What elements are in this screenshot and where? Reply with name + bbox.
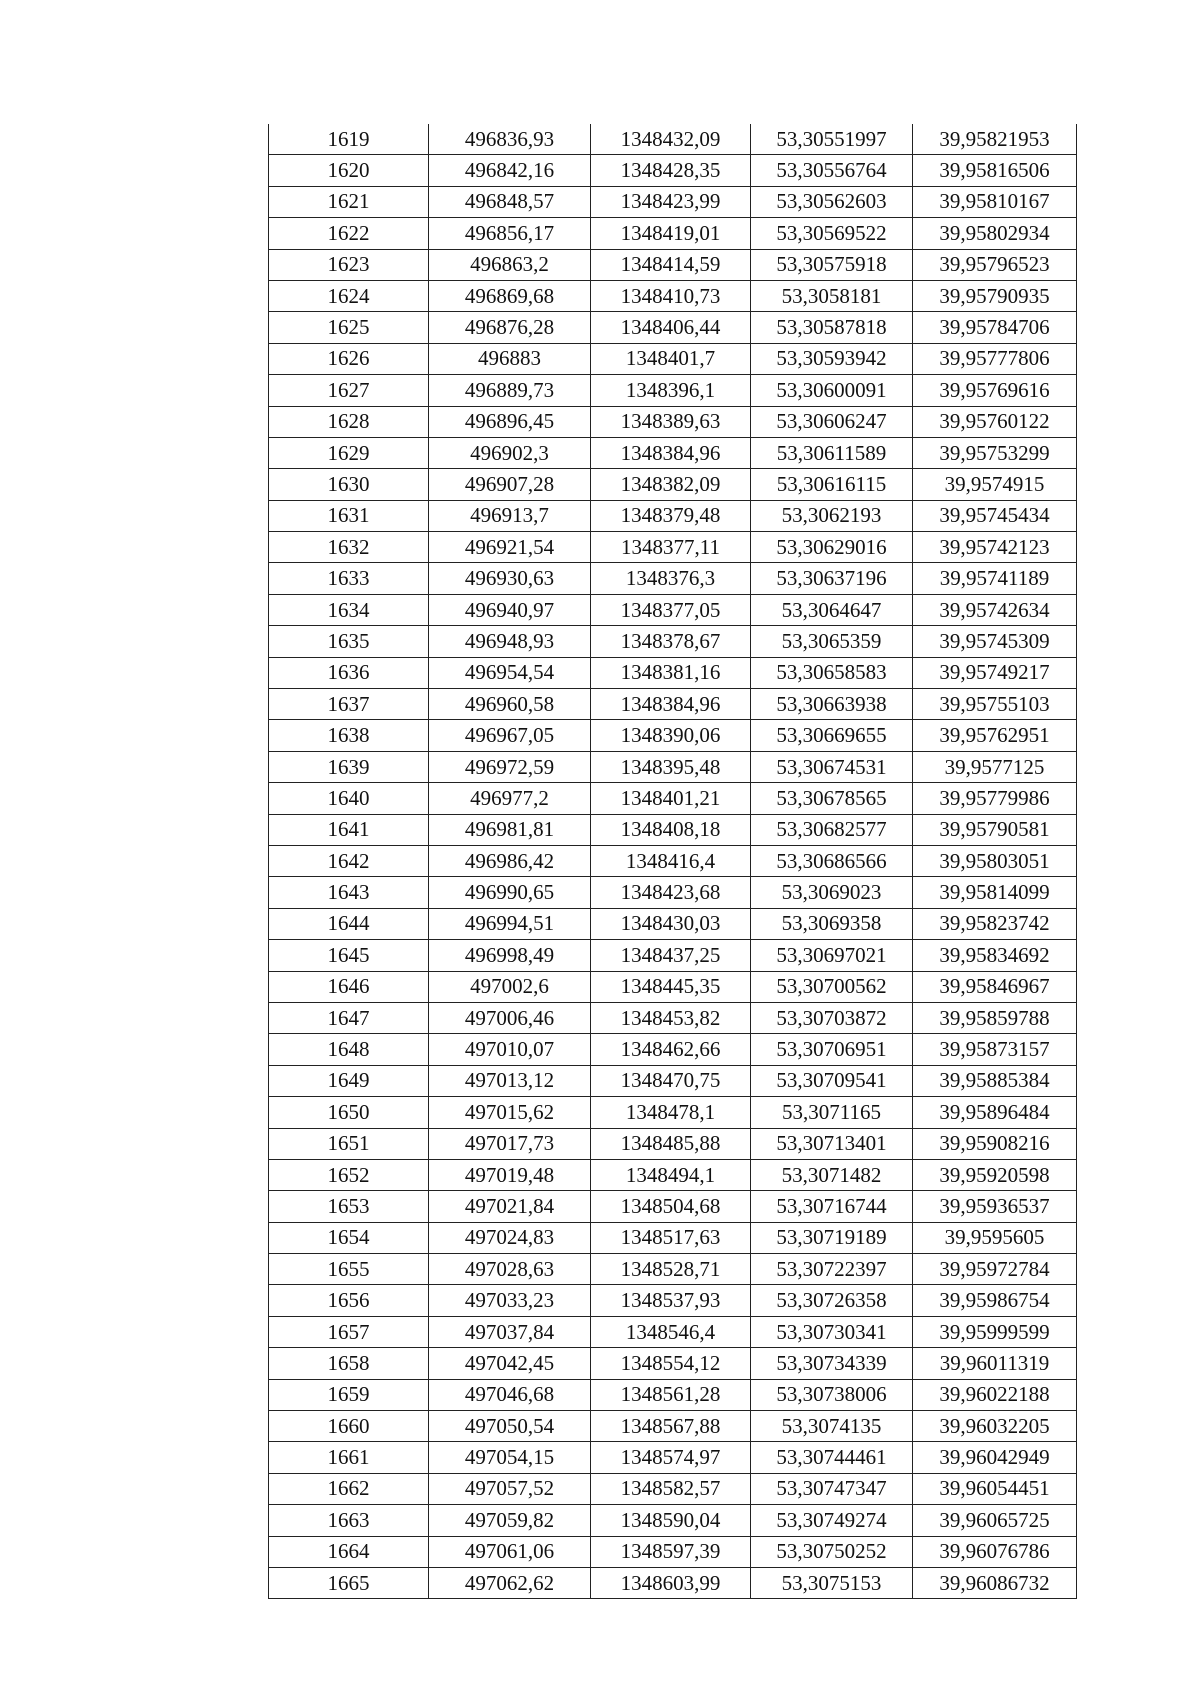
point-number-cell: 1637 [269,689,429,720]
longitude-cell: 39,96076786 [913,1536,1077,1567]
table-row [269,751,1077,782]
latitude-cell: 53,3058181 [751,280,913,311]
x-coordinate-cell: 497042,45 [429,1348,591,1379]
latitude-cell: 53,30719189 [751,1222,913,1253]
table-row [269,406,1077,437]
y-coordinate-cell: 1348478,1 [591,1097,751,1128]
table-row [269,1034,1077,1065]
y-coordinate-cell: 1348384,96 [591,689,751,720]
latitude-cell: 53,3075153 [751,1567,913,1598]
longitude-cell: 39,96054451 [913,1473,1077,1504]
latitude-cell: 53,30562603 [751,186,913,217]
latitude-cell: 53,30637196 [751,563,913,594]
latitude-cell: 53,30726358 [751,1285,913,1316]
longitude-cell: 39,95762951 [913,720,1077,751]
y-coordinate-cell: 1348406,44 [591,312,751,343]
x-coordinate-cell: 496913,7 [429,500,591,531]
longitude-cell: 39,95784706 [913,312,1077,343]
longitude-cell: 39,96086732 [913,1567,1077,1598]
y-coordinate-cell: 1348428,35 [591,155,751,186]
y-coordinate-cell: 1348377,05 [591,594,751,625]
point-number-cell: 1625 [269,312,429,343]
latitude-cell: 53,3065359 [751,626,913,657]
latitude-cell: 53,30556764 [751,155,913,186]
x-coordinate-cell: 497061,06 [429,1536,591,1567]
y-coordinate-cell: 1348574,97 [591,1442,751,1473]
latitude-cell: 53,30629016 [751,532,913,563]
latitude-cell: 53,30716744 [751,1191,913,1222]
latitude-cell: 53,30593942 [751,343,913,374]
table-row [269,689,1077,720]
point-number-cell: 1662 [269,1473,429,1504]
point-number-cell: 1632 [269,532,429,563]
point-number-cell: 1621 [269,186,429,217]
latitude-cell: 53,3074135 [751,1411,913,1442]
point-number-cell: 1650 [269,1097,429,1128]
point-number-cell: 1659 [269,1379,429,1410]
y-coordinate-cell: 1348401,7 [591,343,751,374]
latitude-cell: 53,3071165 [751,1097,913,1128]
longitude-cell: 39,95803051 [913,845,1077,876]
x-coordinate-cell: 496836,93 [429,124,591,155]
x-coordinate-cell: 497013,12 [429,1065,591,1096]
point-number-cell: 1664 [269,1536,429,1567]
longitude-cell: 39,95908216 [913,1128,1077,1159]
table-row [269,814,1077,845]
longitude-cell: 39,95741189 [913,563,1077,594]
table-row [269,1254,1077,1285]
table-row [269,1159,1077,1190]
y-coordinate-cell: 1348396,1 [591,375,751,406]
x-coordinate-cell: 497037,84 [429,1316,591,1347]
longitude-cell: 39,95999599 [913,1316,1077,1347]
table-row [269,1128,1077,1159]
x-coordinate-cell: 496972,59 [429,751,591,782]
x-coordinate-cell: 497015,62 [429,1097,591,1128]
x-coordinate-cell: 497054,15 [429,1442,591,1473]
longitude-cell: 39,95823742 [913,908,1077,939]
x-coordinate-cell: 496930,63 [429,563,591,594]
x-coordinate-cell: 496921,54 [429,532,591,563]
x-coordinate-cell: 497006,46 [429,1002,591,1033]
y-coordinate-cell: 1348603,99 [591,1567,751,1598]
longitude-cell: 39,95846967 [913,971,1077,1002]
y-coordinate-cell: 1348430,03 [591,908,751,939]
x-coordinate-cell: 496863,2 [429,249,591,280]
point-number-cell: 1649 [269,1065,429,1096]
y-coordinate-cell: 1348462,66 [591,1034,751,1065]
latitude-cell: 53,30738006 [751,1379,913,1410]
table-row [269,1222,1077,1253]
latitude-cell: 53,30678565 [751,783,913,814]
longitude-cell: 39,95742123 [913,532,1077,563]
latitude-cell: 53,30611589 [751,437,913,468]
y-coordinate-cell: 1348401,21 [591,783,751,814]
point-number-cell: 1661 [269,1442,429,1473]
longitude-cell: 39,95749217 [913,657,1077,688]
longitude-cell: 39,95885384 [913,1065,1077,1096]
point-number-cell: 1629 [269,437,429,468]
table-row [269,1442,1077,1473]
latitude-cell: 53,30551997 [751,124,913,155]
x-coordinate-cell: 497002,6 [429,971,591,1002]
point-number-cell: 1657 [269,1316,429,1347]
y-coordinate-cell: 1348561,28 [591,1379,751,1410]
table-row [269,1473,1077,1504]
point-number-cell: 1633 [269,563,429,594]
table-row [269,594,1077,625]
table-row [269,1097,1077,1128]
longitude-cell: 39,95777806 [913,343,1077,374]
x-coordinate-cell: 496869,68 [429,280,591,311]
table-row [269,312,1077,343]
latitude-cell: 53,30703872 [751,1002,913,1033]
point-number-cell: 1644 [269,908,429,939]
table-row [269,218,1077,249]
point-number-cell: 1624 [269,280,429,311]
point-number-cell: 1643 [269,877,429,908]
table-row [269,532,1077,563]
y-coordinate-cell: 1348410,73 [591,280,751,311]
latitude-cell: 53,30734339 [751,1348,913,1379]
longitude-cell: 39,95834692 [913,940,1077,971]
x-coordinate-cell: 496876,28 [429,312,591,343]
latitude-cell: 53,3069023 [751,877,913,908]
x-coordinate-cell: 497062,62 [429,1567,591,1598]
point-number-cell: 1655 [269,1254,429,1285]
point-number-cell: 1658 [269,1348,429,1379]
table-row [269,877,1077,908]
y-coordinate-cell: 1348395,48 [591,751,751,782]
x-coordinate-cell: 496986,42 [429,845,591,876]
point-number-cell: 1636 [269,657,429,688]
longitude-cell: 39,95790935 [913,280,1077,311]
y-coordinate-cell: 1348528,71 [591,1254,751,1285]
latitude-cell: 53,30722397 [751,1254,913,1285]
point-number-cell: 1627 [269,375,429,406]
x-coordinate-cell: 496842,16 [429,155,591,186]
latitude-cell: 53,30700562 [751,971,913,1002]
table-row [269,186,1077,217]
table-row [269,908,1077,939]
y-coordinate-cell: 1348408,18 [591,814,751,845]
y-coordinate-cell: 1348582,57 [591,1473,751,1504]
x-coordinate-cell: 496960,58 [429,689,591,720]
latitude-cell: 53,30686566 [751,845,913,876]
latitude-cell: 53,3069358 [751,908,913,939]
point-number-cell: 1638 [269,720,429,751]
point-number-cell: 1653 [269,1191,429,1222]
longitude-cell: 39,95753299 [913,437,1077,468]
table-row [269,249,1077,280]
longitude-cell: 39,95779986 [913,783,1077,814]
x-coordinate-cell: 497028,63 [429,1254,591,1285]
x-coordinate-cell: 497033,23 [429,1285,591,1316]
y-coordinate-cell: 1348445,35 [591,971,751,1002]
table-row [269,1567,1077,1598]
longitude-cell: 39,95745434 [913,500,1077,531]
table-row [269,469,1077,500]
y-coordinate-cell: 1348414,59 [591,249,751,280]
table-row [269,1411,1077,1442]
longitude-cell: 39,95745309 [913,626,1077,657]
y-coordinate-cell: 1348432,09 [591,124,751,155]
y-coordinate-cell: 1348470,75 [591,1065,751,1096]
point-number-cell: 1654 [269,1222,429,1253]
x-coordinate-cell: 496994,51 [429,908,591,939]
longitude-cell: 39,95896484 [913,1097,1077,1128]
y-coordinate-cell: 1348485,88 [591,1128,751,1159]
latitude-cell: 53,30663938 [751,689,913,720]
table-row [269,1348,1077,1379]
point-number-cell: 1631 [269,500,429,531]
point-number-cell: 1660 [269,1411,429,1442]
longitude-cell: 39,95816506 [913,155,1077,186]
y-coordinate-cell: 1348382,09 [591,469,751,500]
table-row [269,343,1077,374]
y-coordinate-cell: 1348384,96 [591,437,751,468]
table-row [269,155,1077,186]
y-coordinate-cell: 1348379,48 [591,500,751,531]
x-coordinate-cell: 496902,3 [429,437,591,468]
table-row [269,1285,1077,1316]
latitude-cell: 53,30569522 [751,218,913,249]
x-coordinate-cell: 497046,68 [429,1379,591,1410]
longitude-cell: 39,95936537 [913,1191,1077,1222]
table-row [269,940,1077,971]
table-row [269,720,1077,751]
y-coordinate-cell: 1348389,63 [591,406,751,437]
y-coordinate-cell: 1348377,11 [591,532,751,563]
longitude-cell: 39,95790581 [913,814,1077,845]
point-number-cell: 1640 [269,783,429,814]
latitude-cell: 53,3062193 [751,500,913,531]
latitude-cell: 53,30713401 [751,1128,913,1159]
point-number-cell: 1652 [269,1159,429,1190]
latitude-cell: 53,30706951 [751,1034,913,1065]
longitude-cell: 39,96032205 [913,1411,1077,1442]
point-number-cell: 1642 [269,845,429,876]
latitude-cell: 53,3071482 [751,1159,913,1190]
longitude-cell: 39,96011319 [913,1348,1077,1379]
y-coordinate-cell: 1348567,88 [591,1411,751,1442]
point-number-cell: 1623 [269,249,429,280]
table-row [269,375,1077,406]
longitude-cell: 39,95859788 [913,1002,1077,1033]
x-coordinate-cell: 497057,52 [429,1473,591,1504]
point-number-cell: 1628 [269,406,429,437]
x-coordinate-cell: 496883 [429,343,591,374]
x-coordinate-cell: 496856,17 [429,218,591,249]
latitude-cell: 53,30744461 [751,1442,913,1473]
table-row [269,124,1077,155]
latitude-cell: 53,30669655 [751,720,913,751]
table-row [269,1191,1077,1222]
longitude-cell: 39,95821953 [913,124,1077,155]
y-coordinate-cell: 1348546,4 [591,1316,751,1347]
longitude-cell: 39,95814099 [913,877,1077,908]
point-number-cell: 1651 [269,1128,429,1159]
longitude-cell: 39,9577125 [913,751,1077,782]
longitude-cell: 39,95769616 [913,375,1077,406]
x-coordinate-cell: 496981,81 [429,814,591,845]
table-row [269,437,1077,468]
longitude-cell: 39,95986754 [913,1285,1077,1316]
y-coordinate-cell: 1348554,12 [591,1348,751,1379]
x-coordinate-cell: 496998,49 [429,940,591,971]
latitude-cell: 53,30709541 [751,1065,913,1096]
table-row [269,1316,1077,1347]
longitude-cell: 39,95810167 [913,186,1077,217]
y-coordinate-cell: 1348390,06 [591,720,751,751]
point-number-cell: 1645 [269,940,429,971]
x-coordinate-cell: 496896,45 [429,406,591,437]
longitude-cell: 39,96042949 [913,1442,1077,1473]
x-coordinate-cell: 496907,28 [429,469,591,500]
latitude-cell: 53,30674531 [751,751,913,782]
point-number-cell: 1634 [269,594,429,625]
table-row [269,783,1077,814]
y-coordinate-cell: 1348494,1 [591,1159,751,1190]
y-coordinate-cell: 1348504,68 [591,1191,751,1222]
coordinates-table-body [269,124,1077,1599]
x-coordinate-cell: 497050,54 [429,1411,591,1442]
x-coordinate-cell: 497059,82 [429,1505,591,1536]
latitude-cell: 53,30730341 [751,1316,913,1347]
table-row [269,280,1077,311]
table-row [269,1002,1077,1033]
table-row [269,626,1077,657]
latitude-cell: 53,30600091 [751,375,913,406]
latitude-cell: 53,3064647 [751,594,913,625]
y-coordinate-cell: 1348376,3 [591,563,751,594]
table-row [269,1505,1077,1536]
point-number-cell: 1622 [269,218,429,249]
longitude-cell: 39,95796523 [913,249,1077,280]
point-number-cell: 1663 [269,1505,429,1536]
longitude-cell: 39,96022188 [913,1379,1077,1410]
y-coordinate-cell: 1348381,16 [591,657,751,688]
x-coordinate-cell: 496940,97 [429,594,591,625]
latitude-cell: 53,30750252 [751,1536,913,1567]
longitude-cell: 39,95972784 [913,1254,1077,1285]
table-row [269,500,1077,531]
x-coordinate-cell: 496967,05 [429,720,591,751]
x-coordinate-cell: 497021,84 [429,1191,591,1222]
y-coordinate-cell: 1348437,25 [591,940,751,971]
latitude-cell: 53,30658583 [751,657,913,688]
coordinates-table [268,124,1077,1599]
longitude-cell: 39,9595605 [913,1222,1077,1253]
x-coordinate-cell: 496889,73 [429,375,591,406]
x-coordinate-cell: 496990,65 [429,877,591,908]
longitude-cell: 39,95755103 [913,689,1077,720]
longitude-cell: 39,95802934 [913,218,1077,249]
table-row [269,563,1077,594]
table-row [269,657,1077,688]
point-number-cell: 1646 [269,971,429,1002]
point-number-cell: 1620 [269,155,429,186]
x-coordinate-cell: 496954,54 [429,657,591,688]
point-number-cell: 1665 [269,1567,429,1598]
latitude-cell: 53,30697021 [751,940,913,971]
y-coordinate-cell: 1348590,04 [591,1505,751,1536]
point-number-cell: 1647 [269,1002,429,1033]
longitude-cell: 39,95920598 [913,1159,1077,1190]
x-coordinate-cell: 497010,07 [429,1034,591,1065]
table-row [269,1536,1077,1567]
longitude-cell: 39,96065725 [913,1505,1077,1536]
y-coordinate-cell: 1348597,39 [591,1536,751,1567]
x-coordinate-cell: 496977,2 [429,783,591,814]
y-coordinate-cell: 1348423,99 [591,186,751,217]
latitude-cell: 53,30606247 [751,406,913,437]
y-coordinate-cell: 1348423,68 [591,877,751,908]
latitude-cell: 53,30616115 [751,469,913,500]
point-number-cell: 1635 [269,626,429,657]
y-coordinate-cell: 1348419,01 [591,218,751,249]
x-coordinate-cell: 497017,73 [429,1128,591,1159]
latitude-cell: 53,30747347 [751,1473,913,1504]
x-coordinate-cell: 496848,57 [429,186,591,217]
longitude-cell: 39,9574915 [913,469,1077,500]
y-coordinate-cell: 1348453,82 [591,1002,751,1033]
point-number-cell: 1619 [269,124,429,155]
longitude-cell: 39,95760122 [913,406,1077,437]
point-number-cell: 1641 [269,814,429,845]
point-number-cell: 1648 [269,1034,429,1065]
longitude-cell: 39,95873157 [913,1034,1077,1065]
table-row [269,1379,1077,1410]
latitude-cell: 53,30587818 [751,312,913,343]
latitude-cell: 53,30682577 [751,814,913,845]
point-number-cell: 1656 [269,1285,429,1316]
x-coordinate-cell: 496948,93 [429,626,591,657]
latitude-cell: 53,30575918 [751,249,913,280]
table-row [269,1065,1077,1096]
longitude-cell: 39,95742634 [913,594,1077,625]
table-row [269,845,1077,876]
point-number-cell: 1630 [269,469,429,500]
point-number-cell: 1639 [269,751,429,782]
y-coordinate-cell: 1348517,63 [591,1222,751,1253]
point-number-cell: 1626 [269,343,429,374]
table-row [269,971,1077,1002]
y-coordinate-cell: 1348378,67 [591,626,751,657]
latitude-cell: 53,30749274 [751,1505,913,1536]
x-coordinate-cell: 497019,48 [429,1159,591,1190]
x-coordinate-cell: 497024,83 [429,1222,591,1253]
y-coordinate-cell: 1348416,4 [591,845,751,876]
y-coordinate-cell: 1348537,93 [591,1285,751,1316]
